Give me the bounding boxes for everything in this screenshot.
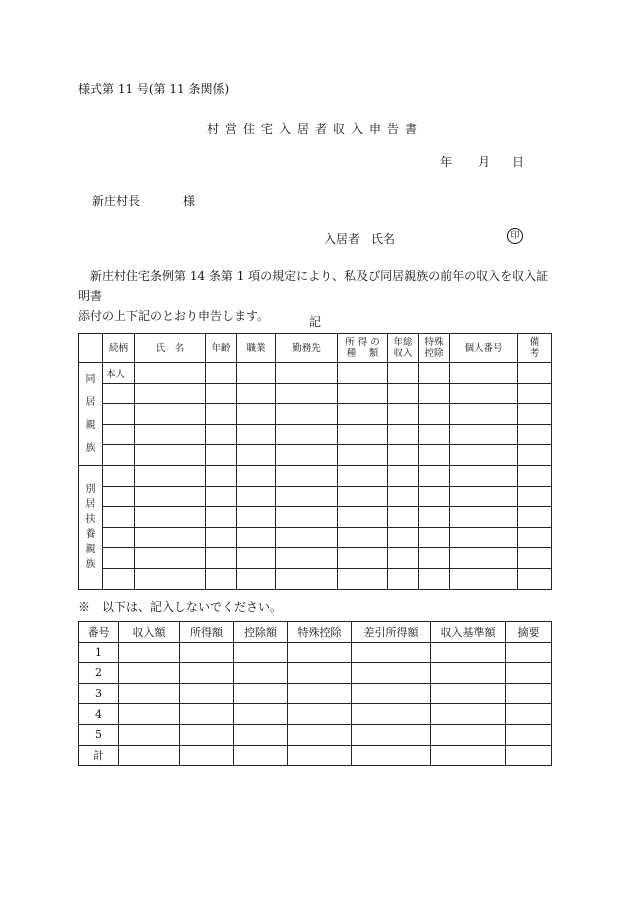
cell-input[interactable]	[237, 486, 276, 507]
date-day-label: 日	[512, 155, 525, 169]
separate-row	[79, 486, 552, 507]
applicant-name-label: 氏名	[371, 232, 396, 246]
cell-input[interactable]	[419, 507, 450, 528]
cell-input[interactable]	[506, 663, 552, 684]
separate-row	[79, 465, 552, 486]
cell-input[interactable]	[506, 683, 552, 704]
cell-input[interactable]	[119, 683, 180, 704]
header-remarks	[518, 334, 552, 363]
header-relation: 続柄	[103, 334, 135, 363]
cell-input[interactable]	[431, 724, 506, 745]
cell-input[interactable]	[518, 445, 552, 466]
separate-char: 養	[85, 529, 96, 541]
cell-input[interactable]	[352, 663, 431, 684]
cell-input[interactable]	[338, 507, 388, 528]
cell-input[interactable]	[388, 445, 419, 466]
cell-input[interactable]	[103, 404, 135, 425]
cell-input[interactable]	[388, 465, 419, 486]
header-income-type	[338, 334, 388, 363]
cell-input[interactable]	[388, 527, 419, 548]
row-number: 3	[79, 683, 119, 704]
cell-input[interactable]	[450, 445, 518, 466]
row-number: 2	[79, 663, 119, 684]
header-earned-amount: 所得額	[180, 622, 234, 643]
row-total-label: 計	[79, 745, 119, 766]
cohabiting-row	[79, 445, 552, 466]
cell-input[interactable]	[135, 404, 206, 425]
cell-input[interactable]	[234, 642, 288, 663]
cell-input[interactable]	[103, 465, 135, 486]
statement-line-2: 添付の上下記のとおり申告します。	[78, 309, 270, 323]
cell-input[interactable]	[431, 745, 506, 766]
cell-input[interactable]	[206, 527, 237, 548]
applicant-label: 入居者	[324, 232, 361, 246]
cell-input[interactable]	[237, 363, 276, 384]
addressee: 新庄村長	[92, 194, 141, 208]
cell-input[interactable]	[518, 527, 552, 548]
header-income-type-line2: 種 類	[346, 348, 379, 359]
cell-input[interactable]	[276, 507, 338, 528]
cell-input[interactable]	[288, 724, 352, 745]
header-remarks-line1: 備	[529, 337, 540, 348]
cell-input[interactable]	[103, 548, 135, 569]
header-summary: 摘要	[506, 622, 552, 643]
header-special-deduction	[419, 334, 450, 363]
cell-input[interactable]	[518, 363, 552, 384]
separate-row	[79, 548, 552, 569]
cell-input[interactable]	[135, 424, 206, 445]
cell-input[interactable]	[206, 548, 237, 569]
separate-char: 別	[85, 484, 96, 496]
cell-input[interactable]	[518, 424, 552, 445]
cell-input[interactable]	[237, 527, 276, 548]
cell-input[interactable]	[276, 486, 338, 507]
cell-input[interactable]	[103, 445, 135, 466]
cell-input[interactable]	[338, 424, 388, 445]
cell-input[interactable]	[237, 507, 276, 528]
cell-input[interactable]	[338, 548, 388, 569]
separate-row	[79, 507, 552, 528]
cell-input[interactable]	[506, 704, 552, 725]
cell-input[interactable]	[206, 465, 237, 486]
cell-input[interactable]	[388, 486, 419, 507]
cohabiting-char: 親	[85, 419, 96, 431]
cohabiting-row	[79, 424, 552, 445]
cell-input[interactable]	[352, 704, 431, 725]
header-annual-income	[388, 334, 419, 363]
cell-input[interactable]	[103, 486, 135, 507]
cell-input[interactable]	[180, 663, 234, 684]
form-number: 様式第 11 号(第 11 条関係)	[78, 82, 230, 96]
cell-input[interactable]	[234, 704, 288, 725]
cell-input[interactable]	[276, 548, 338, 569]
cell-input[interactable]	[450, 363, 518, 384]
cell-input[interactable]	[450, 568, 518, 589]
income-row	[79, 663, 552, 684]
cell-input[interactable]	[450, 548, 518, 569]
cell-input[interactable]	[506, 724, 552, 745]
cell-input[interactable]	[103, 568, 135, 589]
document-title: 村営住宅入居者収入申告書	[206, 122, 423, 136]
cell-input[interactable]	[288, 642, 352, 663]
cell-input[interactable]	[103, 527, 135, 548]
cell-input[interactable]	[288, 663, 352, 684]
separate-char: 親	[85, 544, 96, 556]
cell-input[interactable]	[352, 683, 431, 704]
header-income-amount: 収入額	[119, 622, 180, 643]
cohabiting-char: 族	[85, 442, 96, 454]
cell-input[interactable]	[276, 383, 338, 404]
cell-input[interactable]	[103, 424, 135, 445]
cell-input[interactable]	[135, 568, 206, 589]
honorific: 様	[183, 194, 196, 208]
row-number: 1	[79, 642, 119, 663]
cell-input[interactable]	[206, 363, 237, 384]
cell-input[interactable]	[276, 404, 338, 425]
statement-line-1: 新庄村住宅条例第 14 条第 1 項の規定により、私及び同居親族の前年の収入を収入証明書	[78, 269, 549, 303]
cell-input[interactable]	[419, 363, 450, 384]
cell-input[interactable]	[234, 663, 288, 684]
cell-input[interactable]	[518, 486, 552, 507]
header-special-deduction-line1: 特殊	[424, 337, 444, 348]
relation-self: 本人	[103, 363, 135, 384]
cell-input[interactable]	[237, 404, 276, 425]
cell-input[interactable]	[450, 424, 518, 445]
seal-icon: 印	[507, 228, 523, 244]
cell-input[interactable]	[119, 745, 180, 766]
cell-input[interactable]	[180, 642, 234, 663]
cell-input[interactable]	[180, 683, 234, 704]
row-number: 4	[79, 704, 119, 725]
separate-row	[79, 527, 552, 548]
cell-input[interactable]	[388, 424, 419, 445]
cell-input[interactable]	[119, 704, 180, 725]
cell-input[interactable]	[431, 704, 506, 725]
income-row	[79, 724, 552, 745]
cell-input[interactable]	[338, 445, 388, 466]
cell-input[interactable]	[237, 548, 276, 569]
header-age: 年齢	[206, 334, 237, 363]
income-table-header	[79, 622, 552, 643]
cell-input[interactable]	[419, 424, 450, 445]
row-number: 5	[79, 724, 119, 745]
cell-input[interactable]	[419, 568, 450, 589]
office-use-note: ※ 以下は、記入しないでください。	[78, 600, 283, 614]
cell-input[interactable]	[135, 363, 206, 384]
header-annual-income-line1: 年総	[393, 337, 413, 348]
cell-input[interactable]	[518, 404, 552, 425]
cell-input[interactable]	[180, 724, 234, 745]
cell-input[interactable]	[450, 404, 518, 425]
income-row	[79, 683, 552, 704]
cell-input[interactable]	[352, 724, 431, 745]
cohabiting-char: 居	[85, 396, 96, 408]
cohabiting-family-label	[79, 363, 103, 466]
cell-input[interactable]	[135, 548, 206, 569]
cell-input[interactable]	[450, 527, 518, 548]
cell-input[interactable]	[206, 486, 237, 507]
income-row	[79, 642, 552, 663]
cell-input[interactable]	[276, 424, 338, 445]
cell-input[interactable]	[237, 383, 276, 404]
cell-input[interactable]	[206, 404, 237, 425]
cell-input[interactable]	[419, 465, 450, 486]
cell-input[interactable]	[135, 465, 206, 486]
cell-input[interactable]	[237, 465, 276, 486]
header-special-deduction-line2: 控除	[424, 348, 444, 359]
cell-input[interactable]	[338, 486, 388, 507]
cell-input[interactable]	[135, 445, 206, 466]
cohabiting-row	[79, 363, 552, 384]
cell-input[interactable]	[419, 383, 450, 404]
header-remarks-line2: 考	[529, 348, 540, 359]
cell-input[interactable]	[338, 465, 388, 486]
header-workplace: 勤務先	[276, 334, 338, 363]
date-month-label: 月	[478, 155, 491, 169]
cell-input[interactable]	[419, 486, 450, 507]
cell-input[interactable]	[288, 745, 352, 766]
separate-char: 扶	[85, 514, 96, 526]
cell-input[interactable]	[276, 465, 338, 486]
cell-input[interactable]	[431, 683, 506, 704]
cell-input[interactable]	[180, 745, 234, 766]
header-personal-number: 個人番号	[450, 334, 518, 363]
cohabiting-row	[79, 383, 552, 404]
header-annual-income-line2: 収入	[393, 348, 413, 359]
cohabiting-row	[79, 404, 552, 425]
date-year-label: 年	[440, 155, 453, 169]
corner-cell	[79, 334, 103, 363]
cell-input[interactable]	[419, 548, 450, 569]
cell-input[interactable]	[338, 363, 388, 384]
cell-input[interactable]	[338, 527, 388, 548]
cell-input[interactable]	[419, 404, 450, 425]
cell-input[interactable]	[206, 507, 237, 528]
cell-input[interactable]	[450, 465, 518, 486]
cohabiting-char: 同	[85, 373, 96, 385]
cell-input[interactable]	[276, 568, 338, 589]
header-special-deduction: 特殊控除	[288, 622, 352, 643]
cell-input[interactable]	[234, 745, 288, 766]
cell-input[interactable]	[338, 404, 388, 425]
separate-row	[79, 568, 552, 589]
cell-input[interactable]	[206, 445, 237, 466]
separate-char: 居	[85, 499, 96, 511]
cell-input[interactable]	[135, 527, 206, 548]
cell-input[interactable]	[119, 724, 180, 745]
cell-input[interactable]	[518, 507, 552, 528]
cell-input[interactable]	[419, 527, 450, 548]
cell-input[interactable]	[206, 424, 237, 445]
cell-input[interactable]	[135, 486, 206, 507]
income-row	[79, 704, 552, 725]
cell-input[interactable]	[518, 465, 552, 486]
cell-input[interactable]	[388, 568, 419, 589]
cell-input[interactable]	[237, 424, 276, 445]
income-table	[78, 621, 552, 766]
cell-input[interactable]	[352, 642, 431, 663]
header-income-type-line1: 所 得 の	[345, 337, 380, 348]
cell-input[interactable]	[103, 507, 135, 528]
cell-input[interactable]	[518, 568, 552, 589]
cell-input[interactable]	[180, 704, 234, 725]
header-name: 氏 名	[135, 334, 206, 363]
cell-input[interactable]	[431, 663, 506, 684]
cell-input[interactable]	[234, 724, 288, 745]
family-table	[78, 333, 552, 590]
cell-input[interactable]	[338, 568, 388, 589]
cell-input[interactable]	[450, 486, 518, 507]
cell-input[interactable]	[103, 383, 135, 404]
cell-input[interactable]	[206, 568, 237, 589]
cell-input[interactable]	[234, 683, 288, 704]
cell-input[interactable]	[450, 383, 518, 404]
cell-input[interactable]	[388, 383, 419, 404]
cell-input[interactable]	[338, 383, 388, 404]
cell-input[interactable]	[518, 383, 552, 404]
cell-input[interactable]	[288, 683, 352, 704]
separate-char: 族	[85, 559, 96, 571]
cell-input[interactable]	[431, 642, 506, 663]
ki-label: 記	[308, 315, 321, 329]
header-occupation: 職業	[237, 334, 276, 363]
cell-input[interactable]	[388, 363, 419, 384]
cell-input[interactable]	[352, 745, 431, 766]
header-deduction-amount: 控除額	[234, 622, 288, 643]
cell-input[interactable]	[450, 507, 518, 528]
cell-input[interactable]	[288, 704, 352, 725]
cell-input[interactable]	[419, 445, 450, 466]
separate-dependent-label	[79, 465, 103, 589]
cell-input[interactable]	[206, 383, 237, 404]
cell-input[interactable]	[518, 548, 552, 569]
cell-input[interactable]	[388, 548, 419, 569]
cell-input[interactable]	[276, 527, 338, 548]
family-table-header	[79, 334, 552, 363]
cell-input[interactable]	[276, 445, 338, 466]
cell-input[interactable]	[388, 507, 419, 528]
cell-input[interactable]	[119, 663, 180, 684]
cell-input[interactable]	[237, 445, 276, 466]
income-total-row	[79, 745, 552, 766]
cell-input[interactable]	[506, 642, 552, 663]
cell-input[interactable]	[135, 383, 206, 404]
cell-input[interactable]	[388, 404, 419, 425]
cell-input[interactable]	[119, 642, 180, 663]
cell-input[interactable]	[276, 363, 338, 384]
cell-input[interactable]	[237, 568, 276, 589]
header-number: 番号	[79, 622, 119, 643]
header-income-standard: 収入基準額	[431, 622, 506, 643]
cell-input[interactable]	[506, 745, 552, 766]
cell-input[interactable]	[135, 507, 206, 528]
header-net-income: 差引所得額	[352, 622, 431, 643]
